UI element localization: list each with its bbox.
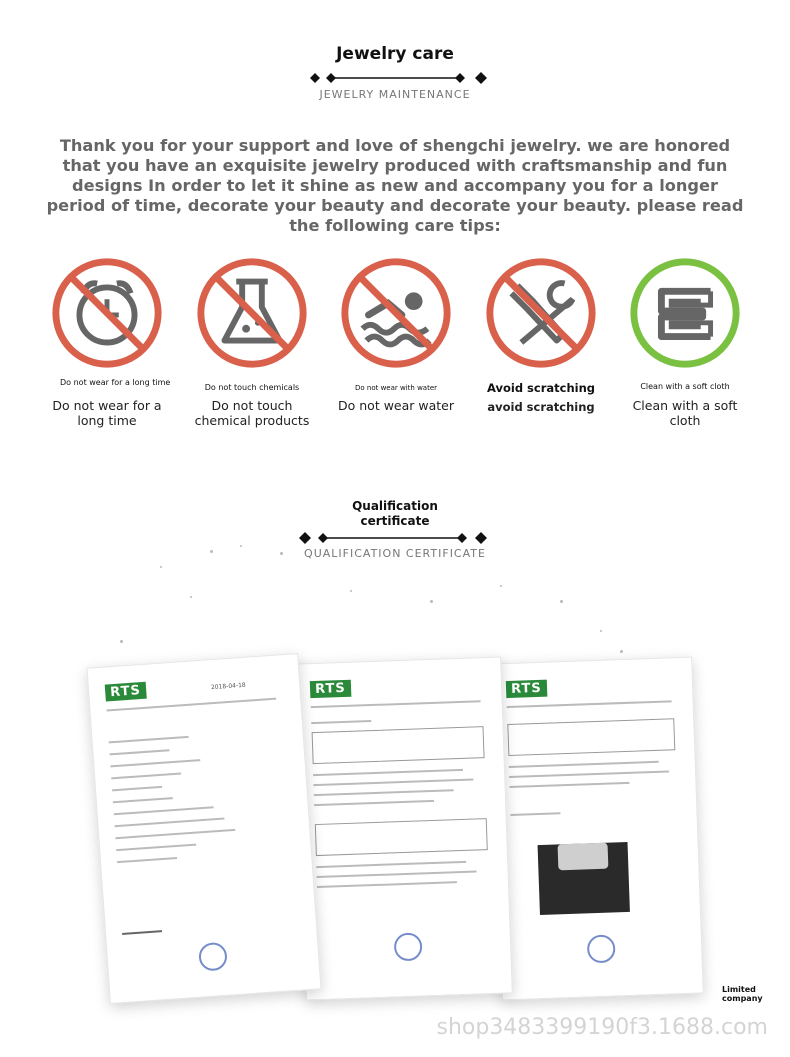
rts-logo: RTS [105,682,147,702]
no-swimming-icon [337,254,455,372]
rts-logo: RTS [310,680,351,698]
care-item-water [331,254,461,413]
soft-cloth-icon [626,254,744,372]
no-alarm-clock-icon [48,254,166,372]
certificate-page-2 [294,656,513,1000]
certificate-section-subtitle: QUALIFICATION CERTIFICATE [304,547,486,560]
care-item-label: Clean with a soft cloth [632,398,738,428]
care-item-small-label: Avoid scratching [486,381,596,395]
certificate-title-line2: certificate [360,514,430,528]
care-item-small-label: Clean with a soft cloth [640,382,730,391]
certificate-section-title [0,499,790,529]
care-item-small-label: Do not wear for a long time [60,378,171,387]
care-item-soft-cloth [620,254,750,428]
care-section-title: Jewelry care [336,44,454,64]
care-item-small-label: Do not wear with water [354,384,438,392]
certificate-page-1 [87,653,322,1004]
no-chemicals-flask-icon [193,254,311,372]
care-item-long-time [42,254,172,428]
care-item-label: Do not touch chemical products [194,398,310,428]
certificate-page-3 [490,657,704,1001]
shop-watermark: shop3483399190f3.1688.com [436,1015,768,1040]
certificate-title-line1: Qualification [352,499,438,513]
rts-logo: RTS [506,680,547,698]
care-item-chemicals [187,254,317,428]
care-intro-text: Thank you for your support and love of shengchi jewelry. we are honored that you have an exquisite jewelry produced with craftsmanship and fun designs In order to let it shine as new and accompany you for a longer period of time, decorate your beauty and decorate your beauty. please read the following care tips: [46,136,744,235]
report-date: 2018-04-18 [210,681,246,692]
care-item-label: avoid scratching [487,400,595,414]
sample-photo [538,842,630,915]
care-item-label: Do not wear for a long time [52,398,162,428]
care-item-scratching [476,254,606,415]
care-title-divider [0,68,790,88]
care-section-subtitle: JEWELRY MAINTENANCE [319,88,471,101]
care-item-label: Do not wear water [338,398,454,413]
care-item-small-label: Do not touch chemicals [204,383,300,392]
certificate-title-divider [0,528,790,548]
no-tools-icon [482,254,600,372]
company-note: Limited company [722,985,763,1003]
